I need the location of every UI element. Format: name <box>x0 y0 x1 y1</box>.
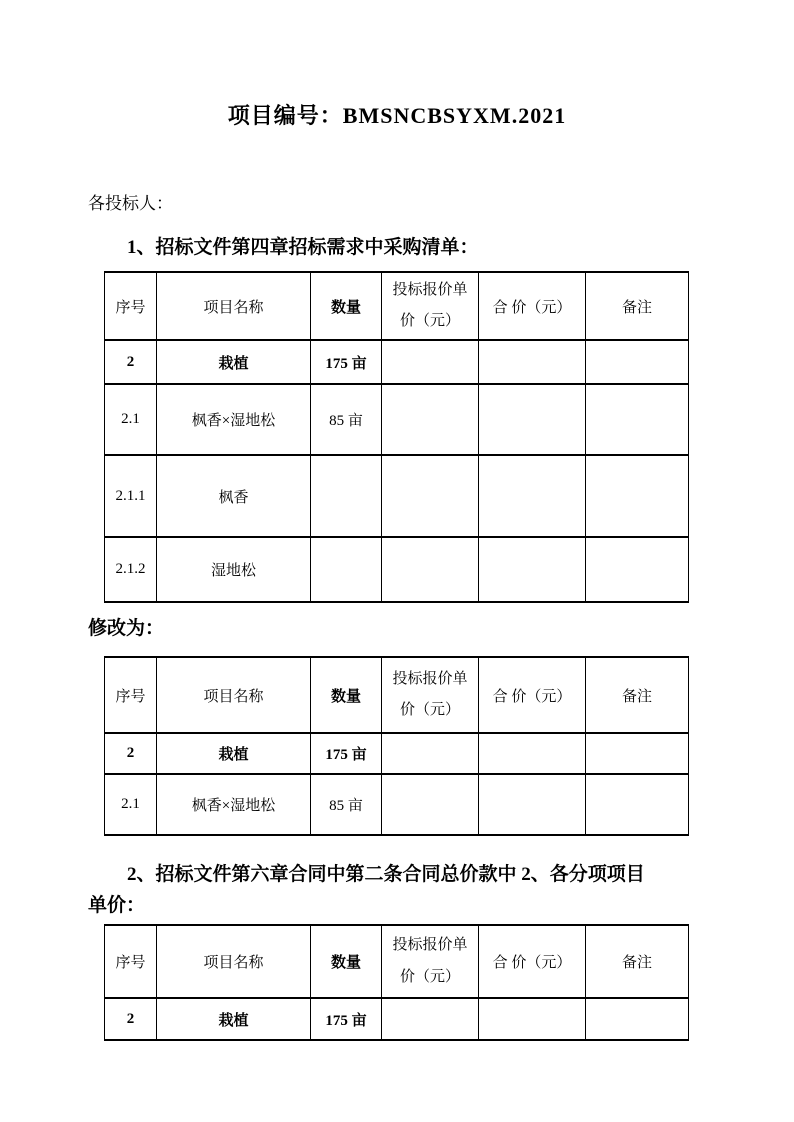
table-header-cell: 项目名称 <box>157 925 311 998</box>
table-cell <box>382 733 479 774</box>
table-header-row <box>105 925 689 998</box>
table-cell: 2.1.1 <box>105 455 157 537</box>
table-header-cell: 数量 <box>311 925 382 998</box>
table-cell <box>479 384 586 455</box>
table-cell: 2.1 <box>105 384 157 455</box>
table-cell: 2 <box>105 340 157 384</box>
table-header-cell: 序号 <box>105 272 157 340</box>
table-procurement-original <box>104 271 689 603</box>
table-cell: 85 亩 <box>311 774 382 835</box>
salutation-text: 各投标人： <box>88 194 173 213</box>
table-cell <box>479 340 586 384</box>
table-cell <box>311 455 382 537</box>
table-cell: 2 <box>105 998 157 1040</box>
table-row <box>105 340 689 384</box>
table-cell <box>586 998 689 1040</box>
table-header-cell: 序号 <box>105 657 157 733</box>
table-cell <box>479 537 586 602</box>
table-row <box>105 733 689 774</box>
table-cell: 栽植 <box>157 733 311 774</box>
table-header-cell: 项目名称 <box>157 657 311 733</box>
section-heading-2 <box>88 859 734 921</box>
table-row <box>105 455 689 537</box>
page-title: 项目编号：BMSNCBSYXM.2021 <box>227 103 567 128</box>
table-cell: 2.1 <box>105 774 157 835</box>
table-cell <box>586 340 689 384</box>
table-header-cell-label: 投标报价单价（元） <box>392 670 468 718</box>
table-cell <box>586 455 689 537</box>
table-row <box>105 537 689 602</box>
table-header-cell: 备注 <box>586 925 689 998</box>
section-heading-1: 1、招标文件第四章招标需求中采购清单： <box>127 237 479 258</box>
table-cell: 175 亩 <box>311 998 382 1040</box>
section-heading-2-line2: 单价： <box>88 895 146 916</box>
table-cell: 枫香×湿地松 <box>157 384 311 455</box>
table-cell: 85 亩 <box>311 384 382 455</box>
table-cell <box>479 998 586 1040</box>
table-header-row <box>105 272 689 340</box>
table-cell: 湿地松 <box>157 537 311 602</box>
modified-label: 修改为： <box>88 618 165 639</box>
section-heading-2-line1: 2、招标文件第六章合同中第二条合同总价款中 2、各分项项目 <box>127 864 645 885</box>
table-header-cell-label: 投标报价单价（元） <box>392 281 468 329</box>
table-header-cell: 序号 <box>105 925 157 998</box>
table-header-cell: 备注 <box>586 272 689 340</box>
table-row <box>105 774 689 835</box>
table-cell <box>586 384 689 455</box>
table-header-cell: 备注 <box>586 657 689 733</box>
table-header-cell: 数量 <box>311 272 382 340</box>
table-cell <box>479 455 586 537</box>
table-cell <box>586 733 689 774</box>
table-cell: 2.1.2 <box>105 537 157 602</box>
table-header-cell: 项目名称 <box>157 272 311 340</box>
table-header-cell: 合 价（元） <box>479 272 586 340</box>
table-header-cell: 合 价（元） <box>479 925 586 998</box>
table-cell: 枫香 <box>157 455 311 537</box>
table-cell <box>382 537 479 602</box>
table-cell <box>311 537 382 602</box>
table-header-cell: 合 价（元） <box>479 657 586 733</box>
table-cell <box>586 537 689 602</box>
table-row <box>105 998 689 1040</box>
table-cell: 2 <box>105 733 157 774</box>
table-cell: 栽植 <box>157 340 311 384</box>
table-cell <box>382 774 479 835</box>
table-header-cell <box>382 272 479 340</box>
table-cell <box>479 774 586 835</box>
table-cell: 175 亩 <box>311 733 382 774</box>
table-cell <box>586 774 689 835</box>
table-row <box>105 384 689 455</box>
table-cell <box>382 998 479 1040</box>
table-cell: 枫香×湿地松 <box>157 774 311 835</box>
table-header-row <box>105 657 689 733</box>
table-header-cell <box>382 925 479 998</box>
table-cell <box>382 384 479 455</box>
table-header-cell: 数量 <box>311 657 382 733</box>
table-header-cell-label: 投标报价单价（元） <box>392 937 468 985</box>
table-procurement-modified <box>104 656 689 836</box>
table-cell <box>382 340 479 384</box>
table-cell <box>479 733 586 774</box>
table-cell: 175 亩 <box>311 340 382 384</box>
table-cell <box>382 455 479 537</box>
table-contract-unit-price <box>104 924 689 1041</box>
table-cell: 栽植 <box>157 998 311 1040</box>
table-header-cell <box>382 657 479 733</box>
